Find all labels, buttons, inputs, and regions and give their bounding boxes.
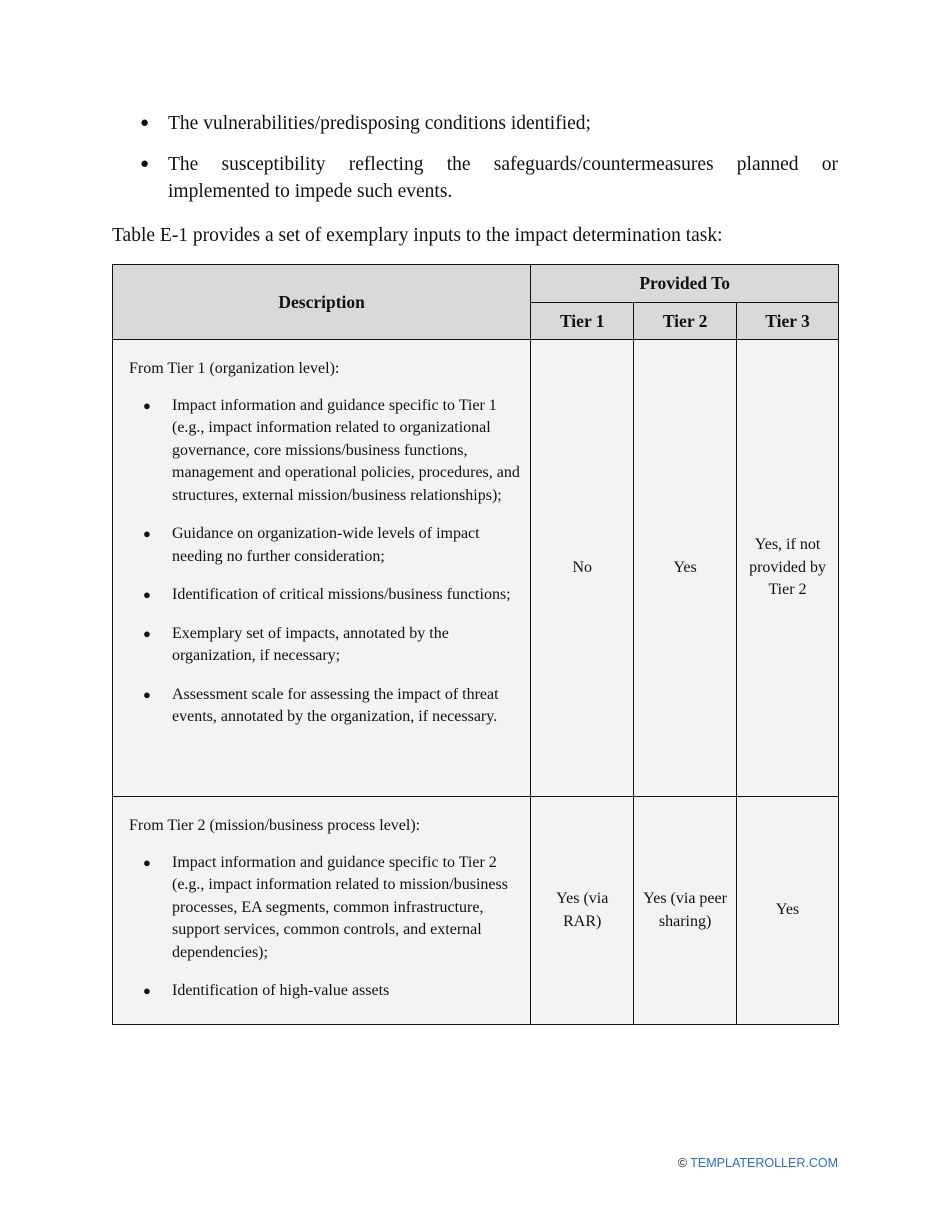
- bullet-icon: ●: [143, 983, 151, 998]
- list-item: [129, 684, 520, 729]
- bullet-icon: ●: [143, 686, 151, 702]
- list-item: [140, 110, 838, 137]
- row-tier1-value: No: [531, 340, 634, 797]
- bullet-text: Guidance on organization-wide levels of impact needing no further consideration;: [172, 525, 480, 565]
- row-bullet-list: [129, 395, 520, 729]
- row-tier1-value: Yes (via RAR): [531, 797, 634, 1025]
- row-tier3-value: Yes: [737, 797, 839, 1025]
- header-provided-to: Provided To: [531, 265, 839, 303]
- row-intro: From Tier 2 (mission/business process level):: [129, 817, 421, 834]
- templateroller-link[interactable]: TEMPLATEROLLER.COM: [690, 1156, 838, 1170]
- bullet-icon: ●: [143, 625, 151, 641]
- bullet-icon: ●: [143, 587, 151, 602]
- bullet-text: Identification of critical missions/business functions;: [172, 586, 511, 603]
- copyright-symbol: ©: [677, 1156, 688, 1170]
- table-intro-text: Table E-1 provides a set of exemplary inputs to the impact determination task:: [112, 225, 723, 246]
- header-tier3: Tier 3: [737, 303, 839, 340]
- impact-inputs-table: [112, 264, 839, 1025]
- bullet-icon: ●: [143, 854, 151, 870]
- row-description: [113, 797, 531, 1025]
- bullet-text: The vulnerabilities/predisposing conditions identified;: [168, 113, 591, 134]
- bullet-text-line: implemented to impede such events.: [168, 181, 453, 202]
- row-intro: From Tier 1 (organization level):: [129, 360, 340, 377]
- row-tier2-value: Yes: [634, 340, 737, 797]
- bullet-icon: ●: [143, 397, 151, 413]
- list-item: [140, 151, 838, 205]
- bullet-text-line: The susceptibility reflecting the safeguards/countermeasures planned or: [168, 154, 838, 175]
- footer: [678, 1156, 838, 1170]
- table-row: [113, 340, 839, 797]
- table-row: [113, 797, 839, 1025]
- header-tier2: Tier 2: [634, 303, 737, 340]
- bullet-icon: ●: [140, 115, 150, 131]
- list-item: [129, 623, 520, 668]
- bullet-text: Identification of high-value assets: [172, 982, 390, 999]
- bullet-icon: ●: [143, 526, 151, 541]
- row-tier2-value: Yes (via peer sharing): [634, 797, 737, 1025]
- list-item: [129, 980, 520, 1003]
- bullet-text: Impact information and guidance specific to Tier 1 (e.g., impact information related to organizational governance, core missions/business functions, management and operational policies, procedures, and structures, external mission/business relationships);: [172, 396, 520, 504]
- row-tier3-value: Yes, if not provided by Tier 2: [737, 340, 839, 797]
- list-item: [129, 395, 520, 508]
- header-tier1: Tier 1: [531, 303, 634, 340]
- bullet-text: Assessment scale for assessing the impact of threat events, annotated by the organization, if necessary.: [172, 685, 499, 725]
- top-bullet-list: [140, 110, 838, 219]
- list-item: [129, 584, 520, 607]
- row-bullet-list: [129, 852, 520, 1003]
- bullet-text: Exemplary set of impacts, annotated by the organization, if necessary;: [172, 624, 449, 664]
- header-description: Description: [113, 265, 531, 340]
- list-item: [129, 852, 520, 965]
- bullet-icon: ●: [140, 156, 150, 172]
- bullet-text: Impact information and guidance specific to Tier 2 (e.g., impact information related to mission/business processes, EA segments, common infrastructure, support services, common controls, and external dependencies);: [172, 853, 508, 961]
- list-item: [129, 523, 520, 568]
- row-description: [113, 340, 531, 797]
